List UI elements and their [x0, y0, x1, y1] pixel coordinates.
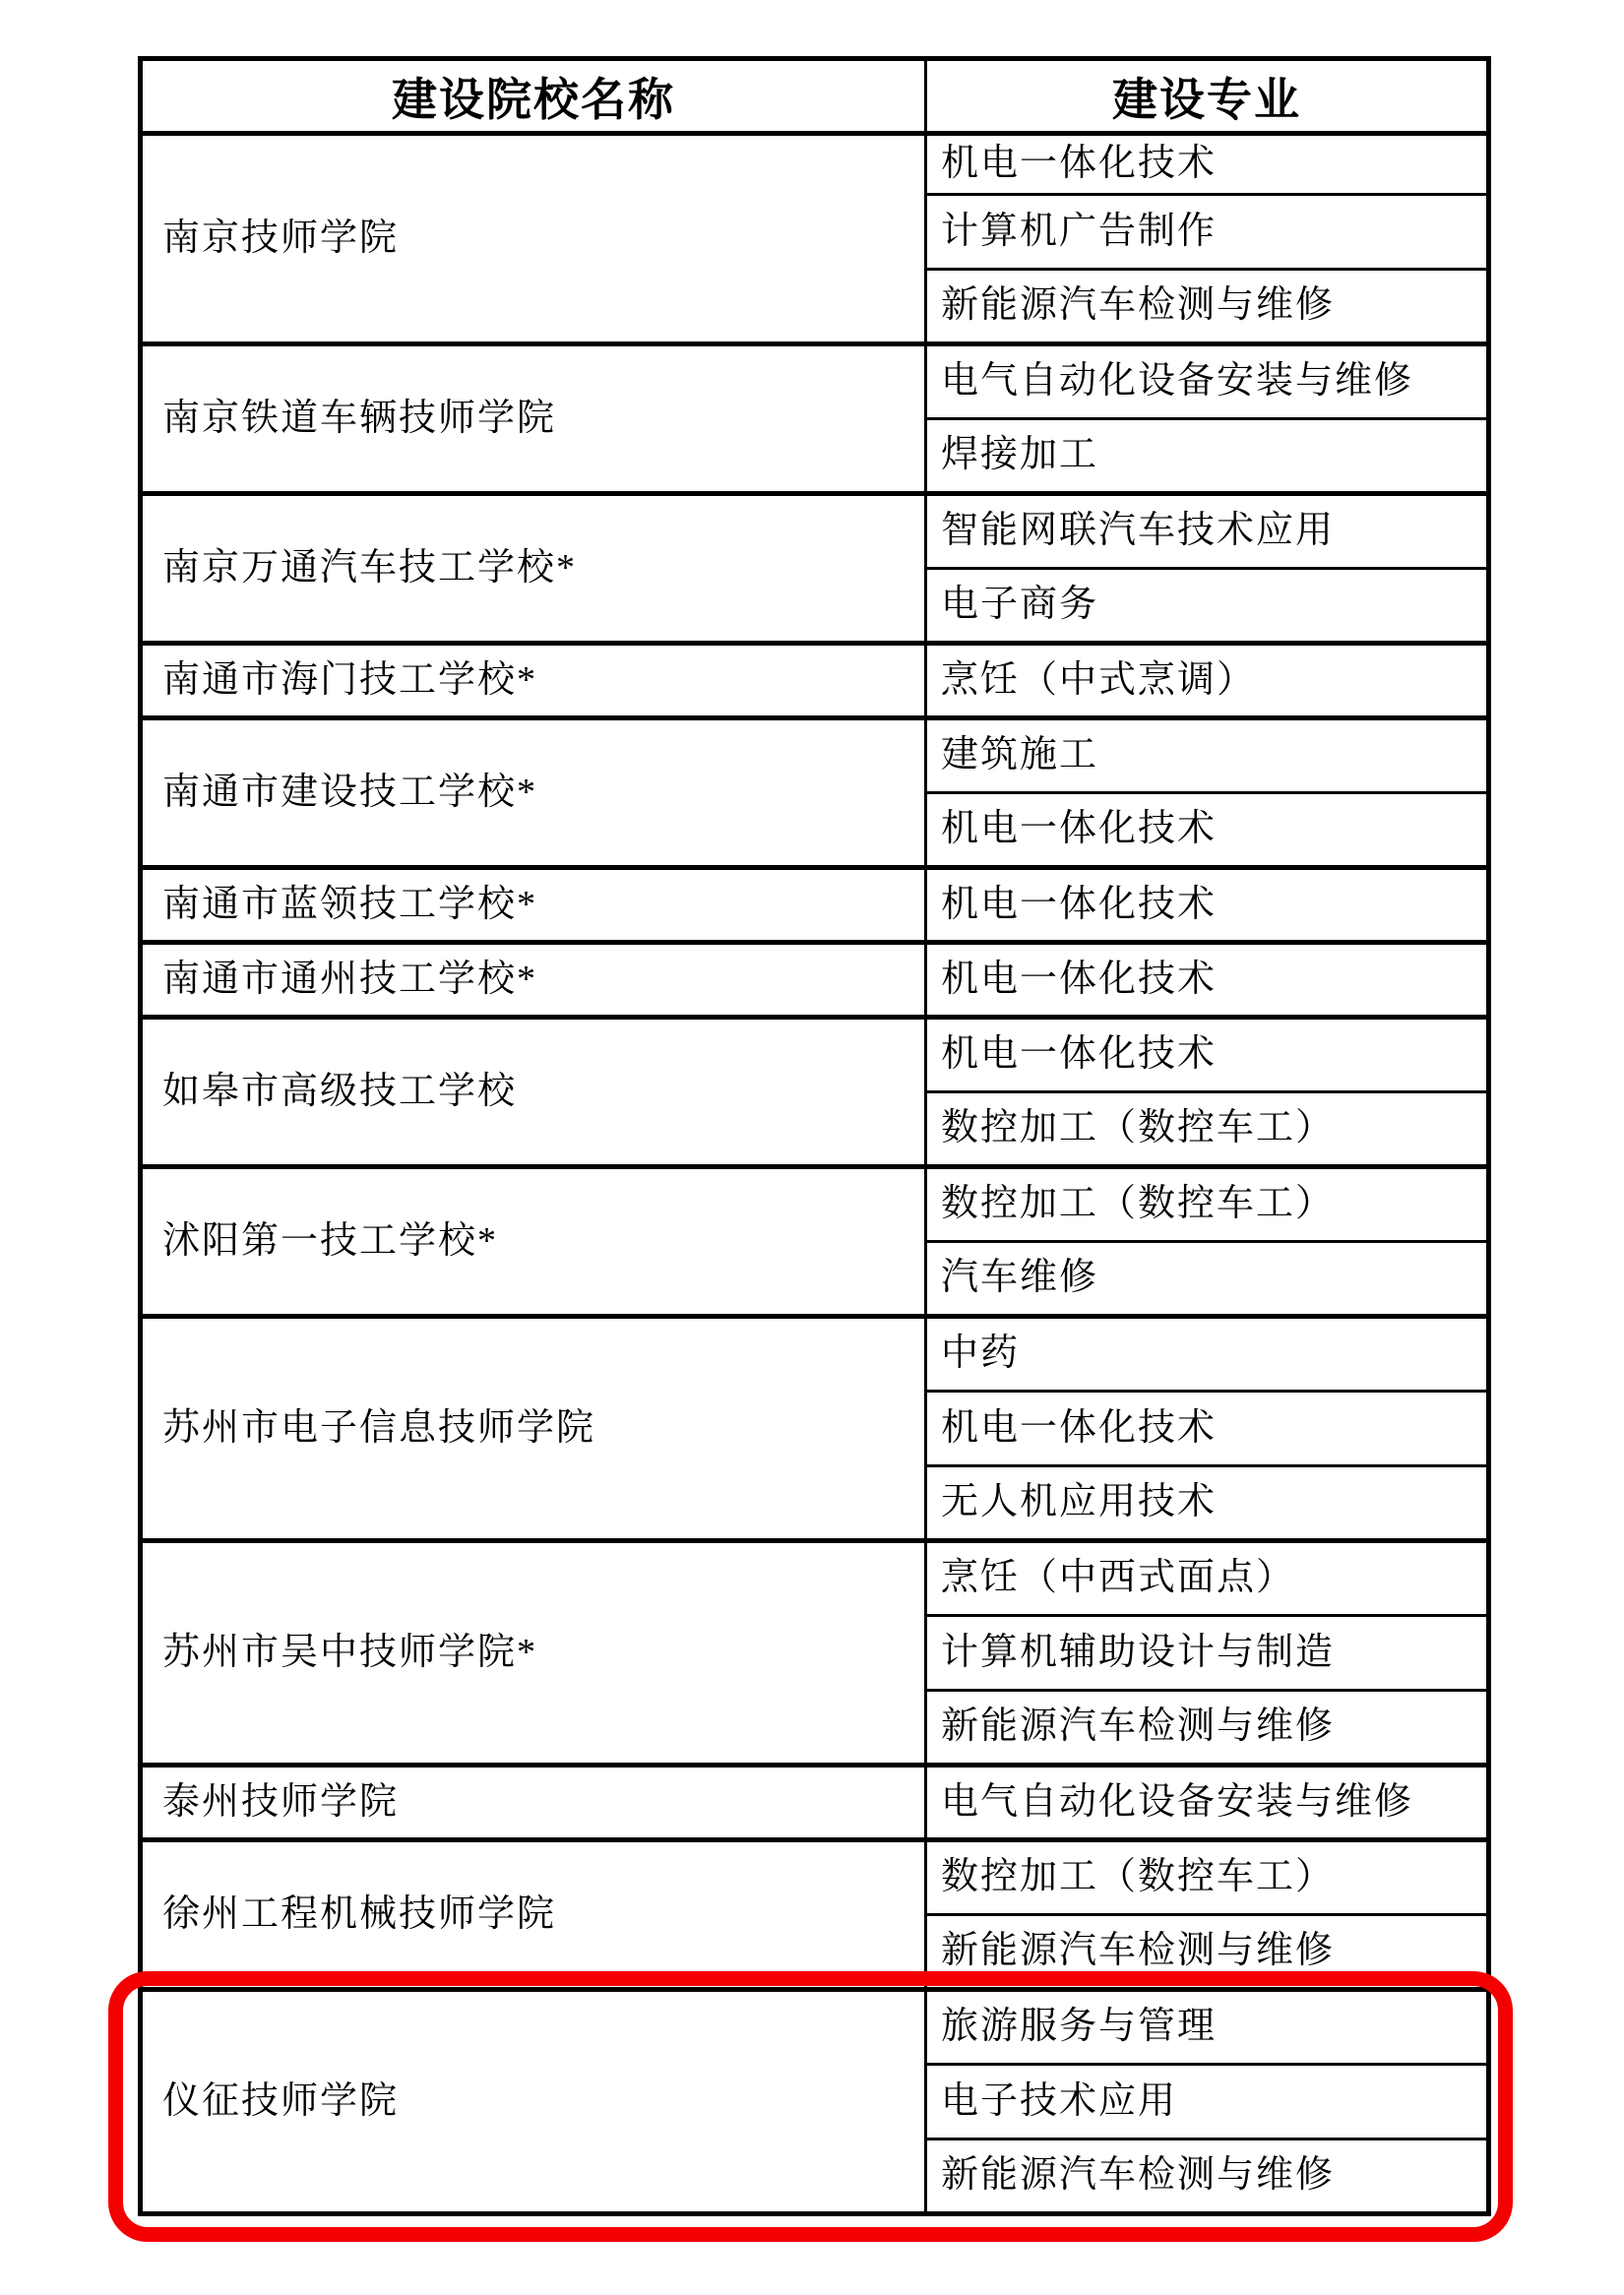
- major-cell: 无人机应用技术: [926, 1466, 1489, 1541]
- table-row: [141, 134, 1489, 195]
- school-cell: 南通市通州技工学校*: [141, 943, 926, 1018]
- major-cell: 数控加工（数控车工）: [926, 1840, 1489, 1915]
- school-cell: 如皋市高级技工学校: [141, 1018, 926, 1167]
- table-row: [141, 943, 1489, 1018]
- table-row: [141, 1840, 1489, 1915]
- major-cell: 烹饪（中式烹调）: [926, 644, 1489, 718]
- major-header-cell: 建设专业: [926, 59, 1489, 134]
- table-row: [141, 644, 1489, 718]
- major-cell: 机电一体化技术: [926, 134, 1489, 195]
- major-cell: 烹饪（中西式面点）: [926, 1541, 1489, 1616]
- major-cell: 计算机辅助设计与制造: [926, 1616, 1489, 1691]
- table-row: [141, 1317, 1489, 1392]
- school-cell: 泰州技师学院: [141, 1766, 926, 1840]
- major-cell: 电子技术应用: [926, 2065, 1489, 2140]
- table-row: [141, 1990, 1489, 2065]
- table-row: [141, 868, 1489, 943]
- header-row: [141, 59, 1489, 134]
- school-cell: 徐州工程机械技师学院: [141, 1840, 926, 1990]
- major-cell: 数控加工（数控车工）: [926, 1092, 1489, 1167]
- major-cell: 机电一体化技术: [926, 943, 1489, 1018]
- major-cell: 智能网联汽车技术应用: [926, 494, 1489, 569]
- major-cell: 电气自动化设备安装与维修: [926, 1766, 1489, 1840]
- school-cell: 仪征技师学院: [141, 1990, 926, 2214]
- school-major-table: [138, 56, 1491, 2216]
- school-cell: 南京万通汽车技工学校*: [141, 494, 926, 644]
- school-cell: 南通市海门技工学校*: [141, 644, 926, 718]
- school-cell: 苏州市吴中技师学院*: [141, 1541, 926, 1766]
- major-cell: 机电一体化技术: [926, 1018, 1489, 1092]
- major-cell: 新能源汽车检测与维修: [926, 270, 1489, 344]
- school-header-cell: 建设院校名称: [141, 59, 926, 134]
- major-cell: 中药: [926, 1317, 1489, 1392]
- major-cell: 电气自动化设备安装与维修: [926, 344, 1489, 419]
- major-cell: 计算机广告制作: [926, 195, 1489, 270]
- school-cell: 南通市蓝领技工学校*: [141, 868, 926, 943]
- major-cell: 机电一体化技术: [926, 793, 1489, 868]
- table-row: [141, 344, 1489, 419]
- major-cell: 新能源汽车检测与维修: [926, 1915, 1489, 1990]
- table-row: [141, 494, 1489, 569]
- table-row: [141, 1018, 1489, 1092]
- major-cell: 机电一体化技术: [926, 1392, 1489, 1466]
- school-cell: 沭阳第一技工学校*: [141, 1167, 926, 1317]
- table-row: [141, 718, 1489, 793]
- major-cell: 电子商务: [926, 569, 1489, 644]
- table-row: [141, 1167, 1489, 1242]
- major-cell: 建筑施工: [926, 718, 1489, 793]
- table-row: [141, 1766, 1489, 1840]
- major-cell: 旅游服务与管理: [926, 1990, 1489, 2065]
- major-cell: 数控加工（数控车工）: [926, 1167, 1489, 1242]
- major-cell: 机电一体化技术: [926, 868, 1489, 943]
- school-cell: 南通市建设技工学校*: [141, 718, 926, 868]
- school-cell: 苏州市电子信息技师学院: [141, 1317, 926, 1541]
- table-row: [141, 1541, 1489, 1616]
- school-cell: 南京技师学院: [141, 134, 926, 344]
- major-cell: 焊接加工: [926, 419, 1489, 494]
- major-cell: 汽车维修: [926, 1242, 1489, 1317]
- major-cell: 新能源汽车检测与维修: [926, 2140, 1489, 2214]
- major-cell: 新能源汽车检测与维修: [926, 1691, 1489, 1766]
- school-cell: 南京铁道车辆技师学院: [141, 344, 926, 494]
